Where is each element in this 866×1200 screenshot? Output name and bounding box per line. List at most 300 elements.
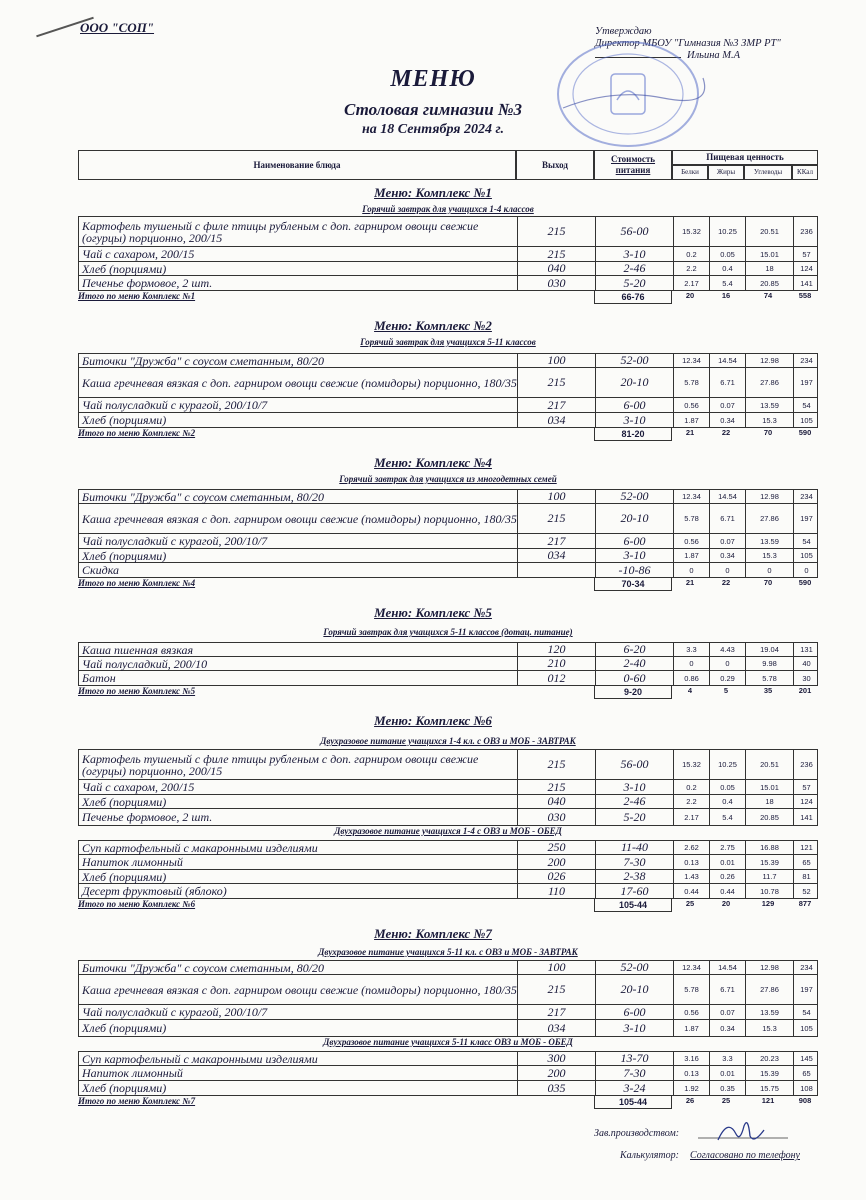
dish-output: 200 <box>517 1066 595 1080</box>
dish-output: 215 <box>517 368 595 397</box>
total-protein: 26 <box>685 1096 695 1105</box>
table-row <box>78 855 818 870</box>
dish-name: Хлеб (порциями) <box>82 548 167 563</box>
kcal-value: 131 <box>793 643 819 656</box>
dish-cost: 56-00 <box>595 217 673 246</box>
carbs-value: 15.39 <box>745 855 793 869</box>
table-row <box>78 1020 818 1037</box>
dish-name: Суп картофельный с макаронными изделиями <box>82 840 318 855</box>
fat-value: 4.43 <box>709 643 745 656</box>
carbs-value: 11.7 <box>745 870 793 883</box>
dish-cost: 6-20 <box>595 643 673 656</box>
group-subtitle: Двухразовое питание учащихся 1-4 с ОВЗ и МОБ - ОБЕД <box>334 826 562 836</box>
total-kcal: 877 <box>798 899 812 908</box>
protein-value: 2.2 <box>673 795 709 808</box>
dish-name: Хлеб (порциями) <box>82 794 167 809</box>
protein-value: 2.62 <box>673 841 709 854</box>
protein-value: 1.87 <box>673 413 709 427</box>
dish-cost: 2-46 <box>595 795 673 808</box>
protein-value: 15.32 <box>673 217 709 246</box>
dish-output: 215 <box>517 750 595 779</box>
total-kcal: 201 <box>798 686 812 695</box>
table-row <box>78 975 818 1005</box>
total-cost: 66-76 <box>594 291 672 304</box>
dish-name: Чай полусладкий, 200/10 <box>82 656 208 671</box>
dish-cost: 7-30 <box>595 1066 673 1080</box>
dish-name: Каша гречневая вязкая с доп. гарниром овощи свежие (помидоры) порционно, 180/35 <box>82 982 517 997</box>
dish-name: Суп картофельный с макаронными изделиями <box>82 1051 318 1066</box>
page-title: МЕНЮ <box>390 66 476 92</box>
dish-name: Чай полусладкий с курагой, 200/10/7 <box>82 1005 268 1019</box>
kcal-value: 145 <box>793 1052 819 1065</box>
kcal-value: 197 <box>793 368 819 397</box>
kcal-value: 105 <box>793 549 819 562</box>
carbs-value: 27.86 <box>745 504 793 533</box>
dish-name: Печенье формовое, 2 шт. <box>82 810 213 824</box>
header-output: Выход <box>516 150 594 180</box>
dish-cost: 6-00 <box>595 1005 673 1019</box>
dish-cost: 20-10 <box>595 368 673 397</box>
total-label: Итого по меню Комплекс №1 <box>78 291 196 301</box>
total-cost: 105-44 <box>594 1096 672 1109</box>
fat-value: 0.07 <box>709 1005 745 1019</box>
fat-value: 0.4 <box>709 262 745 275</box>
total-protein: 25 <box>685 899 695 908</box>
kcal-value: 30 <box>793 671 819 685</box>
section-total <box>78 899 818 912</box>
approval-line2: Директор МБОУ "Гимназия №3 ЗМР РТ" <box>595 38 781 49</box>
dish-name: Десерт фруктовый (яблоко) <box>82 884 227 898</box>
fat-value: 0.34 <box>709 549 745 562</box>
dish-name: Каша гречневая вязкая с доп. гарниром овощи свежие (помидоры) порционно, 180/35 <box>82 375 517 390</box>
table-row <box>78 489 818 504</box>
carbs-value: 19.04 <box>745 643 793 656</box>
dish-name: Хлеб (порциями) <box>82 1021 167 1035</box>
group-subtitle: Горячий завтрак для учащихся 5-11 классов <box>360 337 536 347</box>
carbs-value: 27.86 <box>745 368 793 397</box>
section-title: Меню: Комплекс №2 <box>374 318 492 333</box>
total-protein: 21 <box>685 578 695 587</box>
fat-value: 0.34 <box>709 1020 745 1036</box>
dish-output <box>517 563 595 577</box>
carbs-value: 20.23 <box>745 1052 793 1065</box>
dish-name: Батон <box>82 671 116 685</box>
dish-cost: 5-20 <box>595 276 673 290</box>
dish-name: Картофель тушеный с филе птицы рубленым с доп. гарниром овощи свежие (огурцы) порционно, 200/15 <box>82 218 479 245</box>
table-row <box>78 657 818 671</box>
kcal-value: 124 <box>793 262 819 275</box>
table-row <box>78 549 818 563</box>
table-row <box>78 368 818 398</box>
kcal-value: 141 <box>793 276 819 290</box>
kcal-value: 52 <box>793 884 819 898</box>
fat-value: 5.4 <box>709 809 745 825</box>
approval-line3: Ильина М.А <box>687 50 741 61</box>
protein-value: 3.3 <box>673 643 709 656</box>
header-nutrition: Пищевая ценность <box>672 150 818 165</box>
carbs-value: 9.98 <box>745 657 793 670</box>
fat-value: 0.44 <box>709 884 745 898</box>
protein-value: 0.44 <box>673 884 709 898</box>
dish-cost: 2-40 <box>595 657 673 670</box>
dish-output: 035 <box>517 1081 595 1095</box>
dish-cost: 20-10 <box>595 504 673 533</box>
dish-output: 034 <box>517 1020 595 1036</box>
fat-value: 5.4 <box>709 276 745 290</box>
total-kcal: 558 <box>798 291 812 300</box>
fat-value: 0.34 <box>709 413 745 427</box>
dish-name: Каша гречневая вязкая с доп. гарниром овощи свежие (помидоры) порционно, 180/35 <box>82 511 517 526</box>
group-subtitle: Горячий завтрак для учащихся из многодетных семей <box>339 474 557 484</box>
kcal-value: 57 <box>793 247 819 261</box>
total-kcal: 908 <box>798 1096 812 1105</box>
protein-value: 15.32 <box>673 750 709 779</box>
total-cost: 105-44 <box>594 899 672 912</box>
group-subtitle: Двухразовое питание учащихся 5-11 кл. с ОВЗ и МОБ - ЗАВТРАК <box>318 947 578 957</box>
protein-value: 2.2 <box>673 262 709 275</box>
protein-value: 5.78 <box>673 975 709 1004</box>
fat-value: 0.01 <box>709 855 745 869</box>
dish-cost: 20-10 <box>595 975 673 1004</box>
dish-output: 215 <box>517 975 595 1004</box>
section-title: Меню: Комплекс №5 <box>374 605 492 620</box>
protein-value: 1.43 <box>673 870 709 883</box>
page-subtitle: Столовая гимназии №3 <box>343 100 523 119</box>
fat-value: 0.26 <box>709 870 745 883</box>
table-row <box>78 671 818 686</box>
dish-cost: 6-00 <box>595 534 673 548</box>
table-row <box>78 884 818 899</box>
dish-cost: 0-60 <box>595 671 673 685</box>
section-title: Меню: Комплекс №6 <box>374 713 492 728</box>
dish-output: 040 <box>517 795 595 808</box>
dish-cost: 3-10 <box>595 413 673 427</box>
dish-name: Скидка <box>82 563 120 577</box>
dish-output: 030 <box>517 809 595 825</box>
total-label: Итого по меню Комплекс №7 <box>78 1096 196 1106</box>
total-label: Итого по меню Комплекс №5 <box>78 686 196 696</box>
carbs-value: 20.51 <box>745 217 793 246</box>
group-subtitle: Двухразовое питание учащихся 5-11 класс ОВЗ и МОБ - ОБЕД <box>323 1037 573 1047</box>
dish-output: 215 <box>517 780 595 794</box>
table-row <box>78 1081 818 1096</box>
total-fat: 22 <box>721 428 731 437</box>
dish-name: Чай полусладкий с курагой, 200/10/7 <box>82 398 268 412</box>
dish-output: 110 <box>517 884 595 898</box>
dish-cost: 3-24 <box>595 1081 673 1095</box>
dish-output: 300 <box>517 1052 595 1065</box>
table-row <box>78 795 818 809</box>
fat-value: 3.3 <box>709 1052 745 1065</box>
section-total <box>78 1096 818 1109</box>
total-protein: 4 <box>687 686 693 695</box>
carbs-value: 5.78 <box>745 671 793 685</box>
carbs-value: 13.59 <box>745 398 793 412</box>
table-row <box>78 1066 818 1081</box>
kcal-value: 197 <box>793 504 819 533</box>
dish-output: 012 <box>517 671 595 685</box>
table-row <box>78 780 818 795</box>
protein-value: 2.17 <box>673 276 709 290</box>
dish-cost: 56-00 <box>595 750 673 779</box>
total-label: Итого по меню Комплекс №2 <box>78 428 196 438</box>
kcal-value: 65 <box>793 1066 819 1080</box>
kcal-value: 81 <box>793 870 819 883</box>
kcal-value: 234 <box>793 490 819 503</box>
protein-value: 1.87 <box>673 1020 709 1036</box>
dish-output: 200 <box>517 855 595 869</box>
carbs-value: 10.78 <box>745 884 793 898</box>
total-carbs: 74 <box>763 291 773 300</box>
carbs-value: 15.01 <box>745 780 793 794</box>
carbs-value: 15.75 <box>745 1081 793 1095</box>
signature-icon <box>688 1116 808 1146</box>
carbs-value: 20.85 <box>745 276 793 290</box>
dish-cost: 3-10 <box>595 549 673 562</box>
carbs-value: 12.98 <box>745 490 793 503</box>
fat-value: 14.54 <box>709 490 745 503</box>
header-name: Наименование блюда <box>78 150 516 180</box>
organization-name: ООО "СОП" <box>80 20 155 35</box>
fat-value: 10.25 <box>709 217 745 246</box>
carbs-value: 18 <box>745 262 793 275</box>
total-fat: 5 <box>723 686 729 695</box>
fat-value: 0.4 <box>709 795 745 808</box>
dish-cost: 17-60 <box>595 884 673 898</box>
kcal-value: 236 <box>793 750 819 779</box>
table-row <box>78 276 818 291</box>
total-cost: 81-20 <box>594 428 672 441</box>
table-row <box>78 504 818 534</box>
fat-value: 0.05 <box>709 780 745 794</box>
kcal-value: 141 <box>793 809 819 825</box>
dish-cost: 11-40 <box>595 841 673 854</box>
dish-name: Хлеб (порциями) <box>82 1081 167 1095</box>
table-row <box>78 1051 818 1066</box>
dish-output: 215 <box>517 247 595 261</box>
dish-name: Чай полусладкий с курагой, 200/10/7 <box>82 534 268 548</box>
table-row <box>78 262 818 276</box>
carbs-value: 15.3 <box>745 549 793 562</box>
table-row <box>78 563 818 578</box>
table-row <box>78 1005 818 1020</box>
dish-name: Напиток лимонный <box>82 1066 183 1080</box>
carbs-value: 15.3 <box>745 413 793 427</box>
dish-name: Хлеб (порциями) <box>82 261 167 276</box>
protein-value: 2.17 <box>673 809 709 825</box>
table-row <box>78 353 818 368</box>
dish-cost: 7-30 <box>595 855 673 869</box>
dish-cost: 52-00 <box>595 961 673 974</box>
kcal-value: 105 <box>793 1020 819 1036</box>
dish-name: Хлеб (порциями) <box>82 413 167 427</box>
kcal-value: 54 <box>793 1005 819 1019</box>
fat-value: 14.54 <box>709 354 745 367</box>
dish-name: Биточки "Дружба" с соусом сметанным, 80/20 <box>82 960 325 975</box>
carbs-value: 20.51 <box>745 750 793 779</box>
fat-value: 0 <box>709 563 745 577</box>
dish-output: 100 <box>517 961 595 974</box>
protein-value: 5.78 <box>673 368 709 397</box>
fat-value: 2.75 <box>709 841 745 854</box>
table-row <box>78 534 818 549</box>
table-row <box>78 398 818 413</box>
dish-output: 215 <box>517 217 595 246</box>
dish-cost: 2-38 <box>595 870 673 883</box>
protein-value: 0.2 <box>673 247 709 261</box>
total-carbs: 35 <box>763 686 773 695</box>
fat-value: 10.25 <box>709 750 745 779</box>
footer-calc-value: Согласовано по телефону <box>690 1150 800 1161</box>
dish-name: Каша пшенная вязкая <box>82 642 194 657</box>
dish-cost: 3-10 <box>595 1020 673 1036</box>
dish-cost: -10-86 <box>595 563 673 577</box>
total-cost: 70-34 <box>594 578 672 591</box>
dish-output: 217 <box>517 1005 595 1019</box>
dish-output: 034 <box>517 549 595 562</box>
fat-value: 0 <box>709 657 745 670</box>
kcal-value: 54 <box>793 398 819 412</box>
footer-calc-label: Калькулятор: <box>620 1150 679 1161</box>
kcal-value: 40 <box>793 657 819 670</box>
protein-value: 0.86 <box>673 671 709 685</box>
table-row <box>78 809 818 826</box>
dish-name: Напиток лимонный <box>82 855 183 869</box>
total-fat: 22 <box>721 578 731 587</box>
dish-cost: 3-10 <box>595 780 673 794</box>
header-fat: Жиры <box>708 165 744 180</box>
protein-value: 0.13 <box>673 855 709 869</box>
dish-output: 217 <box>517 398 595 412</box>
total-label: Итого по меню Комплекс №6 <box>78 899 196 909</box>
protein-value: 0.13 <box>673 1066 709 1080</box>
table-row <box>78 216 818 247</box>
header-carbs: Углеводы <box>744 165 792 180</box>
kcal-value: 234 <box>793 354 819 367</box>
header-cost: Стоимость питания <box>594 150 672 180</box>
protein-value: 0.56 <box>673 1005 709 1019</box>
protein-value: 0 <box>673 657 709 670</box>
table-row <box>78 642 818 657</box>
dish-cost: 52-00 <box>595 490 673 503</box>
group-subtitle: Горячий завтрак для учащихся 1-4 классов <box>362 204 534 214</box>
table-row <box>78 247 818 262</box>
protein-value: 12.34 <box>673 961 709 974</box>
dish-output: 100 <box>517 354 595 367</box>
fat-value: 0.35 <box>709 1081 745 1095</box>
fat-value: 0.05 <box>709 247 745 261</box>
kcal-value: 121 <box>793 841 819 854</box>
dish-output: 100 <box>517 490 595 503</box>
protein-value: 0.2 <box>673 780 709 794</box>
protein-value: 0 <box>673 563 709 577</box>
total-kcal: 590 <box>798 428 812 437</box>
section-total <box>78 428 818 441</box>
carbs-value: 16.88 <box>745 841 793 854</box>
dish-cost: 3-10 <box>595 247 673 261</box>
total-label: Итого по меню Комплекс №4 <box>78 578 196 588</box>
dish-output: 250 <box>517 841 595 854</box>
section-total <box>78 686 818 699</box>
section-total <box>78 291 818 304</box>
carbs-value: 12.98 <box>745 354 793 367</box>
table-row <box>78 749 818 780</box>
dish-output: 120 <box>517 643 595 656</box>
dish-cost: 52-00 <box>595 354 673 367</box>
kcal-value: 54 <box>793 534 819 548</box>
table-row <box>78 413 818 428</box>
fat-value: 0.29 <box>709 671 745 685</box>
dish-name: Картофель тушеный с филе птицы рубленым с доп. гарниром овощи свежие (огурцы) порционно, 200/15 <box>82 751 479 778</box>
group-subtitle: Горячий завтрак для учащихся 5-11 классов (дотац. питание) <box>323 627 573 637</box>
kcal-value: 0 <box>793 563 819 577</box>
total-protein: 21 <box>685 428 695 437</box>
section-title: Меню: Комплекс №4 <box>374 455 492 470</box>
carbs-value: 27.86 <box>745 975 793 1004</box>
carbs-value: 18 <box>745 795 793 808</box>
total-carbs: 129 <box>761 899 775 908</box>
dish-cost: 13-70 <box>595 1052 673 1065</box>
dish-output: 026 <box>517 870 595 883</box>
total-kcal: 590 <box>798 578 812 587</box>
protein-value: 5.78 <box>673 504 709 533</box>
dish-name: Печенье формовое, 2 шт. <box>82 276 213 290</box>
dish-output: 217 <box>517 534 595 548</box>
dish-name: Биточки "Дружба" с соусом сметанным, 80/20 <box>82 353 325 368</box>
kcal-value: 105 <box>793 413 819 427</box>
carbs-value: 15.01 <box>745 247 793 261</box>
protein-value: 12.34 <box>673 354 709 367</box>
total-protein: 20 <box>685 291 695 300</box>
header-protein: Белки <box>672 165 708 180</box>
dish-name: Хлеб (порциями) <box>82 869 167 884</box>
protein-value: 12.34 <box>673 490 709 503</box>
total-carbs: 70 <box>763 578 773 587</box>
carbs-value: 15.3 <box>745 1020 793 1036</box>
carbs-value: 20.85 <box>745 809 793 825</box>
table-row <box>78 960 818 975</box>
protein-value: 1.87 <box>673 549 709 562</box>
dish-output: 034 <box>517 413 595 427</box>
dish-output: 030 <box>517 276 595 290</box>
protein-value: 1.92 <box>673 1081 709 1095</box>
total-fat: 25 <box>721 1096 731 1105</box>
kcal-value: 65 <box>793 855 819 869</box>
dish-output: 040 <box>517 262 595 275</box>
dish-cost: 5-20 <box>595 809 673 825</box>
fat-value: 6.71 <box>709 504 745 533</box>
approval-line1: Утверждаю <box>595 26 652 37</box>
table-row <box>78 840 818 855</box>
total-cost: 9-20 <box>594 686 672 699</box>
carbs-value: 15.39 <box>745 1066 793 1080</box>
kcal-value: 197 <box>793 975 819 1004</box>
total-carbs: 121 <box>761 1096 775 1105</box>
total-fat: 20 <box>721 899 731 908</box>
fat-value: 6.71 <box>709 368 745 397</box>
kcal-value: 234 <box>793 961 819 974</box>
table-header <box>78 150 818 180</box>
fat-value: 0.07 <box>709 534 745 548</box>
total-fat: 16 <box>721 291 731 300</box>
section-total <box>78 578 818 591</box>
fat-value: 0.01 <box>709 1066 745 1080</box>
section-title: Меню: Комплекс №7 <box>374 926 492 941</box>
fat-value: 14.54 <box>709 961 745 974</box>
protein-value: 3.16 <box>673 1052 709 1065</box>
kcal-value: 57 <box>793 780 819 794</box>
group-subtitle: Двухразовое питание учащихся 1-4 кл. с ОВЗ и МОБ - ЗАВТРАК <box>320 736 576 746</box>
